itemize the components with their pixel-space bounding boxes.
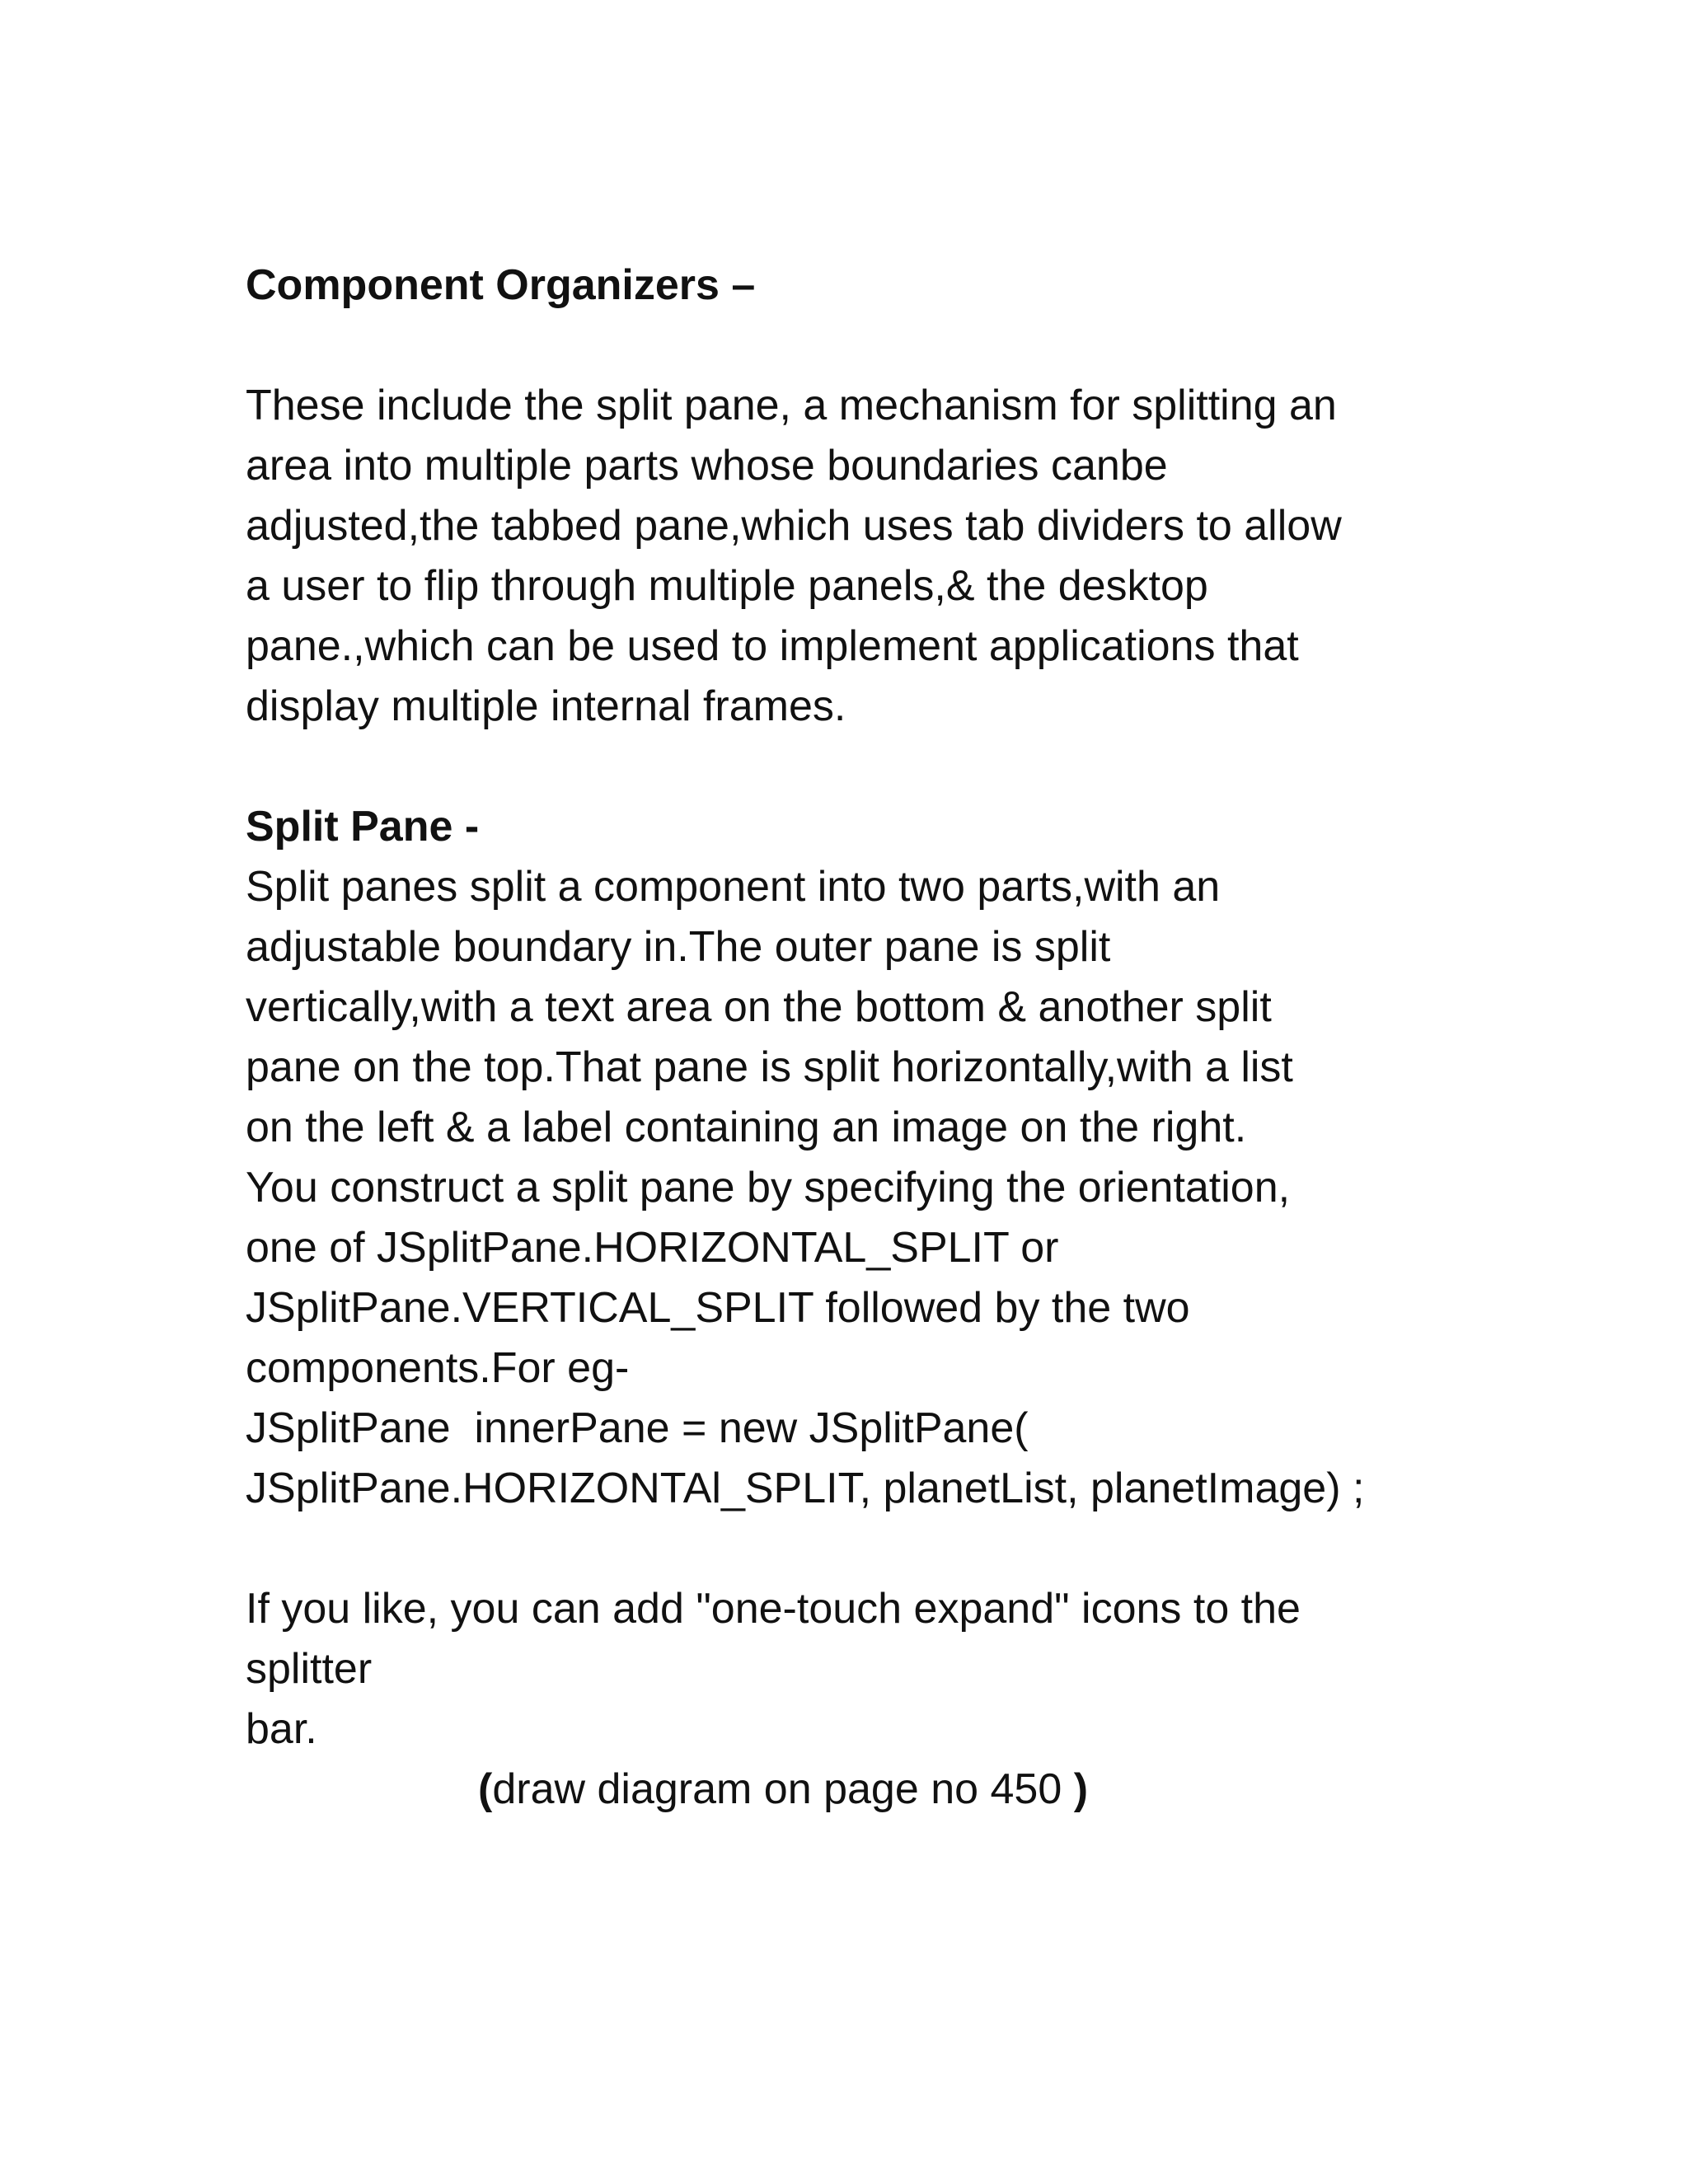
paragraph-split-pane [246,857,1465,1519]
heading-component-organizers: Component Organizers – [246,261,756,309]
text-line: pane.,which can be used to implement applications that [246,622,1299,670]
text-line: components.For eg- [246,1344,630,1392]
text-line: bar. [246,1705,317,1753]
text-line: vertically,with a text area on the bottom & another split [246,983,1272,1031]
text-line: pane on the top.That pane is split horizontally,with a list [246,1043,1293,1091]
code-line: JSplitPane.HORIZONTAl_SPLIT, planetList, planetImage) ; [246,1465,1365,1512]
text-line: These include the split pane, a mechanism for splitting an [246,382,1337,429]
text-line: Split panes split a component into two parts,with an [246,863,1221,911]
caption-open-paren: ( [478,1765,493,1813]
text-line: on the left & a label containing an image on the right. [246,1104,1247,1151]
text-line: splitter [246,1645,373,1693]
text-line: adjusted,the tabbed pane,which uses tab dividers to allow [246,502,1342,550]
heading-split-pane: Split Pane - [246,803,480,851]
text-line: one of JSplitPane.HORIZONTAL_SPLIT or [246,1224,1059,1272]
text-line: You construct a split pane by specifying the orientation, [246,1164,1291,1212]
document-content [246,255,1465,1820]
blank-line [246,737,1465,797]
code-line: JSplitPane innerPane = new JSplitPane( [246,1404,1029,1452]
caption-text: draw diagram on page no 450 [492,1765,1074,1813]
caption-close-paren: ) [1073,1765,1089,1813]
paragraph-one-touch-expand [246,1579,1465,1760]
blank-line [246,1519,1465,1579]
paragraph-component-organizers [246,376,1465,737]
text-line: If you like, you can add "one-touch expand" icons to the [246,1585,1301,1633]
text-line: area into multiple parts whose boundaries canbe [246,442,1168,490]
text-line: a user to flip through multiple panels,& the desktop [246,562,1208,610]
text-line: display multiple internal frames. [246,682,846,730]
diagram-caption [246,1760,1465,1820]
blank-line [246,316,1465,376]
text-line: adjustable boundary in.The outer pane is split [246,923,1111,971]
text-line: JSplitPane.VERTICAL_SPLIT followed by the two [246,1284,1190,1332]
